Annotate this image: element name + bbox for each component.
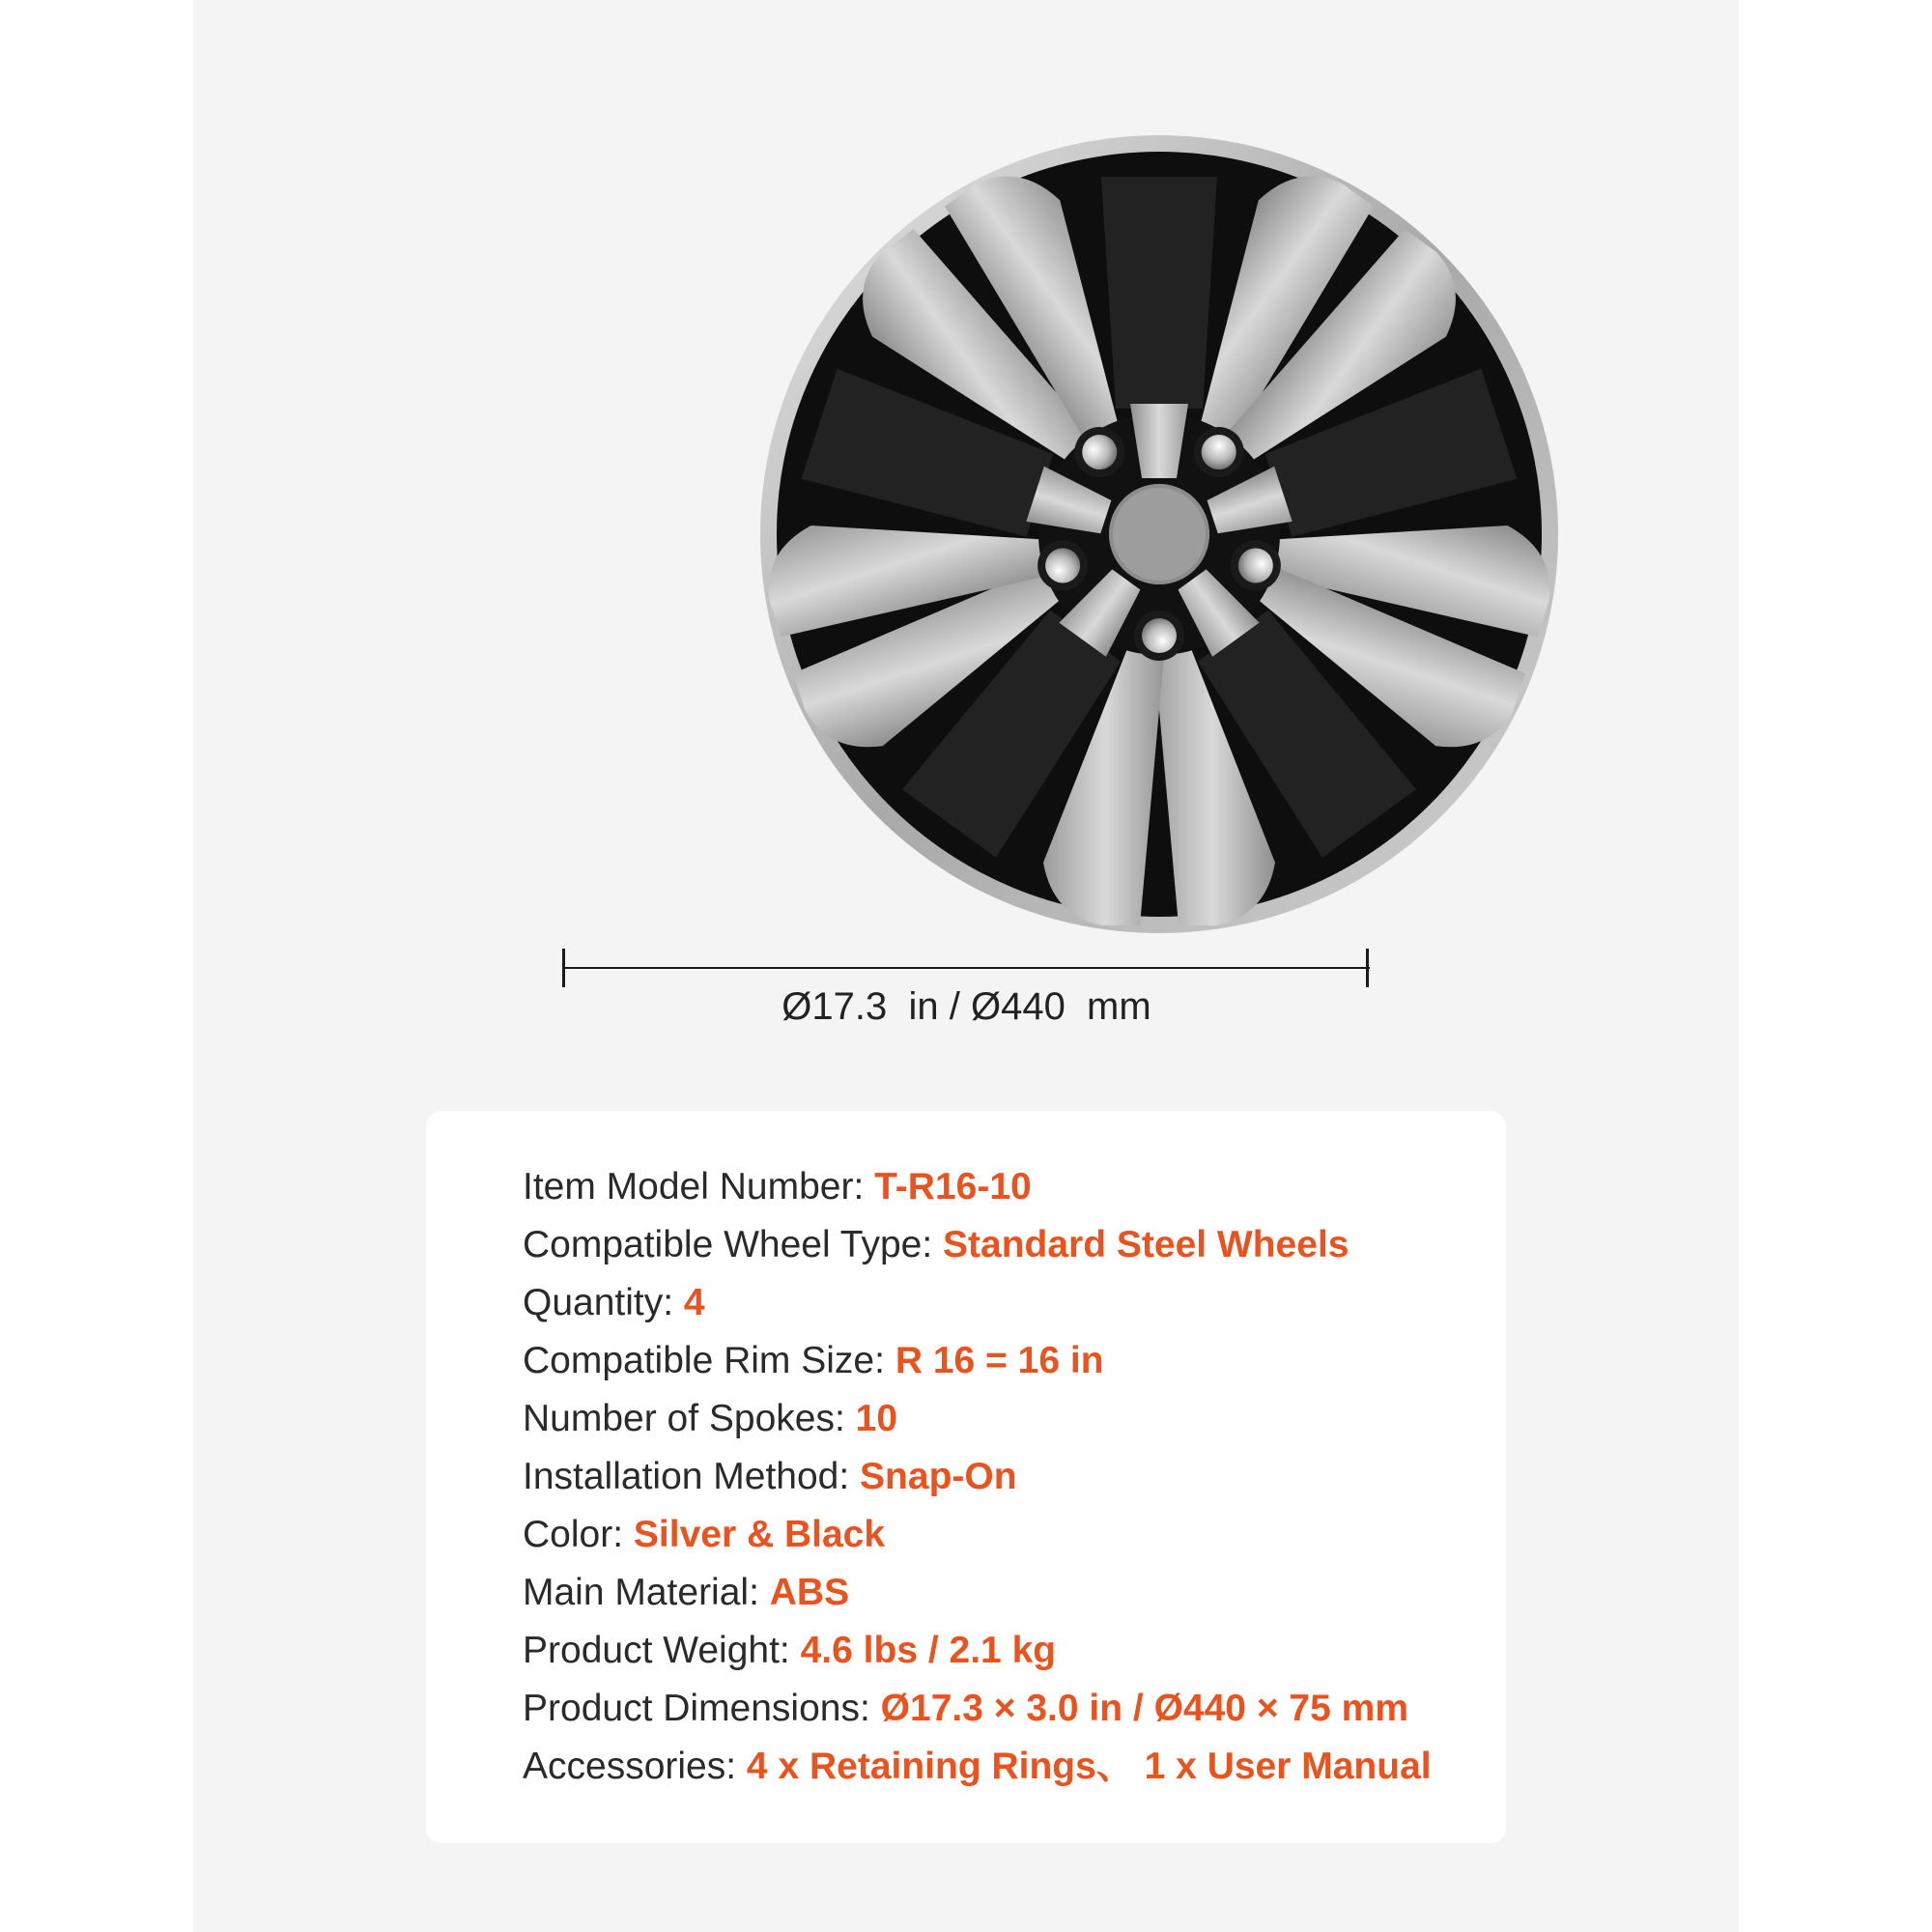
spec-label: Item Model Number: xyxy=(523,1166,865,1208)
spec-label: Product Weight: xyxy=(523,1630,790,1671)
spec-value: Silver & Black xyxy=(633,1514,886,1555)
spec-label: Compatible Rim Size: xyxy=(523,1340,885,1381)
spec-label: Color: xyxy=(523,1514,624,1555)
spec-row-dimensions xyxy=(523,1680,1432,1738)
spec-value: Ø17.3 × 3.0 in / Ø440 × 75 mm xyxy=(880,1688,1408,1729)
spec-label: Main Material: xyxy=(523,1572,759,1613)
spec-row-model xyxy=(523,1158,1432,1216)
spec-row-quantity xyxy=(523,1274,1432,1332)
spec-card xyxy=(426,1111,1506,1843)
wheel-cover-icon xyxy=(758,133,1560,935)
spec-row-spokes xyxy=(523,1390,1432,1448)
wheel-cover-illustration xyxy=(758,133,1560,935)
spec-label: Number of Spokes: xyxy=(523,1398,845,1439)
spec-value: ABS xyxy=(769,1572,850,1613)
spec-row-color xyxy=(523,1506,1432,1564)
spec-row-material xyxy=(523,1564,1432,1622)
spec-value: 4 xyxy=(683,1282,705,1323)
spec-row-accessories xyxy=(523,1738,1432,1796)
spec-label: Accessories: xyxy=(523,1746,737,1787)
spec-value: R 16 = 16 in xyxy=(895,1340,1104,1381)
spec-list xyxy=(523,1158,1432,1796)
dimension-line xyxy=(563,967,1370,969)
spec-row-wheel-type xyxy=(523,1216,1432,1274)
spec-label: Compatible Wheel Type: xyxy=(523,1224,933,1265)
spec-row-rim-size xyxy=(523,1332,1432,1390)
spec-value: Snap-On xyxy=(860,1456,1017,1497)
spec-row-weight xyxy=(523,1622,1432,1680)
diameter-label: Ø17.3 in / Ø440 mm xyxy=(781,985,1151,1028)
spec-value: 4.6 lbs / 2.1 kg xyxy=(800,1630,1057,1671)
dimension-tick-right xyxy=(1366,949,1369,987)
spec-value: T-R16-10 xyxy=(874,1166,1032,1208)
spec-label: Quantity: xyxy=(523,1282,674,1323)
spec-value: 4 x Retaining Rings、 1 x User Manual xyxy=(746,1746,1432,1787)
spec-label: Product Dimensions: xyxy=(523,1688,870,1729)
spec-label: Installation Method: xyxy=(523,1456,850,1497)
spec-value: Standard Steel Wheels xyxy=(943,1224,1350,1265)
spec-row-installation xyxy=(523,1448,1432,1506)
spec-value: 10 xyxy=(855,1398,898,1439)
